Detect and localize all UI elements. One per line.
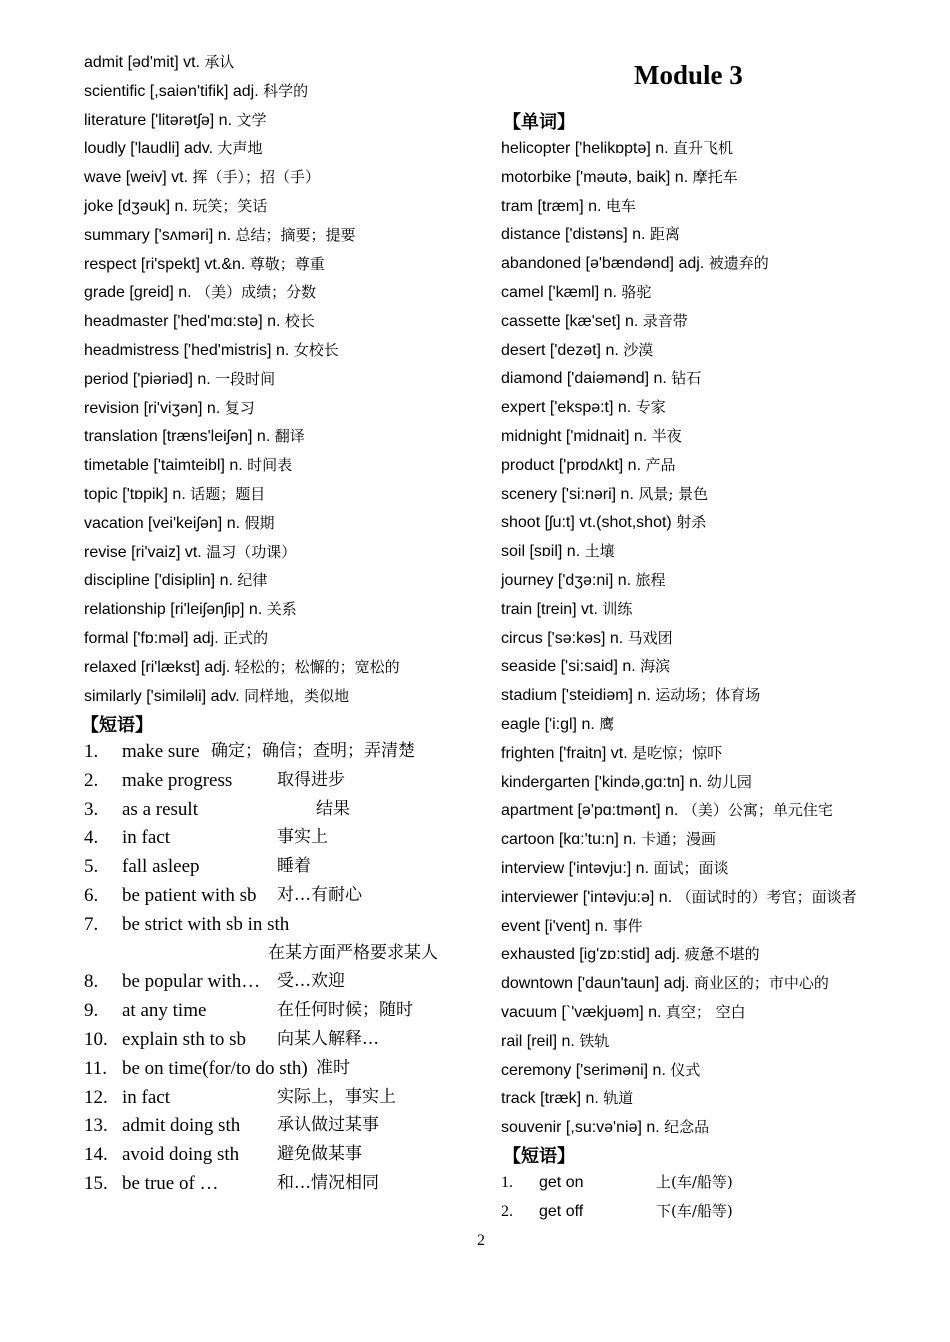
vocab-entry	[84, 682, 349, 711]
vocab-word: product ['prɒdʌkt] n.	[501, 456, 646, 474]
vocab-meaning: 疲惫不堪的	[684, 945, 760, 964]
vocab-word: circus ['sə:kəs] n.	[501, 629, 628, 647]
vocab-meaning: 射杀	[676, 513, 707, 532]
vocab-meaning: 话题；题目	[190, 485, 266, 503]
vocab-entry	[84, 250, 325, 279]
vocab-meaning: 面试；面谈	[653, 859, 729, 877]
vocab-word: scenery ['si:nəri] n.	[501, 485, 639, 503]
vocab-meaning: 正式的	[223, 629, 269, 647]
vocab-word: headmistress ['hed'mistris] n.	[84, 342, 294, 359]
vocab-entry	[84, 134, 263, 163]
page-number: 2	[477, 1232, 485, 1249]
vocab-meaning: （面试时的）考官；面谈者	[676, 887, 857, 906]
phrase-text: in fact	[122, 827, 171, 849]
phrase-number: 15.	[84, 1173, 108, 1194]
vocab-entry	[84, 653, 400, 682]
phrase-number: 2.	[501, 1202, 513, 1220]
vocab-entry	[501, 134, 733, 163]
phrase-meaning: 向某人解释…	[277, 1029, 379, 1049]
vocab-entry	[501, 480, 708, 509]
vocab-word: expert ['ekspə:t] n.	[501, 399, 636, 417]
phrase-number: 9.	[84, 1000, 99, 1022]
vocab-word: souvenir [,su:və'niə] n.	[501, 1119, 665, 1137]
vocab-meaning: 校长	[284, 312, 315, 331]
vocab-entry	[501, 192, 636, 221]
vocab-entry	[501, 278, 651, 307]
vocab-entry	[501, 163, 738, 192]
vocab-meaning: 鹰	[599, 715, 615, 733]
vocab-entry	[501, 422, 682, 451]
vocab-word: stadium ['steidiəm] n.	[501, 687, 656, 705]
vocab-word: similarly ['similəli] adv.	[84, 687, 245, 705]
vocab-entry	[84, 538, 296, 567]
phrase-number: 13.	[84, 1115, 108, 1137]
vocab-entry	[84, 221, 356, 250]
vocab-word: loudly ['laudli] adv.	[84, 140, 218, 158]
vocab-entry	[84, 566, 267, 595]
vocab-entry	[501, 249, 769, 278]
vocab-word: ceremony ['seriməni] n.	[501, 1061, 671, 1079]
vocab-meaning: 科学的	[263, 81, 309, 100]
vocab-entry	[501, 825, 716, 854]
phrase-meaning: 承认做过某事	[277, 1115, 379, 1136]
vocab-word: event [i'vent] n.	[501, 917, 613, 935]
vocab-word: diamond ['daiəmənd] n.	[501, 370, 672, 388]
vocab-word: literature ['litərətʃə] n.	[84, 111, 237, 129]
vocab-meaning: 承认	[204, 53, 235, 71]
vocab-entry	[501, 768, 752, 797]
phrase-meaning: 睡着	[277, 856, 311, 877]
vocab-entry	[501, 796, 833, 825]
vocab-entry	[501, 710, 614, 739]
vocab-entry	[84, 278, 316, 307]
vocab-word: grade [greid] n.	[84, 284, 197, 302]
module-title: Module 3	[634, 60, 743, 90]
phrase-text: get on	[539, 1174, 584, 1191]
vocab-word: interview ['intəvju:] n.	[501, 860, 654, 877]
phrase-number: 1.	[501, 1174, 513, 1191]
vocab-entry	[501, 595, 632, 624]
vocab-word: train [trein] vt.	[501, 600, 603, 618]
phrase-meaning: 事实上	[277, 827, 328, 848]
vocab-meaning: 专家	[635, 398, 666, 417]
vocab-meaning: 旅程	[635, 571, 666, 589]
phrase-meaning: 上(车/船等)	[656, 1173, 733, 1191]
vocab-entry	[501, 336, 653, 365]
vocab-meaning: 沙漠	[623, 340, 654, 359]
vocab-meaning: 运动场；体育场	[655, 686, 761, 705]
vocab-entry	[84, 192, 267, 221]
vocab-word: distance ['distəns] n.	[501, 226, 650, 244]
vocab-entry	[84, 422, 305, 451]
phrase-number: 14.	[84, 1144, 108, 1166]
phrase-meaning: 确定；确信；查明；弄清楚	[211, 741, 415, 761]
vocab-word: rail [reil] n.	[501, 1032, 580, 1050]
vocab-entry	[501, 307, 688, 336]
vocab-entry	[84, 163, 320, 192]
phrase-text: get off	[539, 1202, 584, 1220]
phrase-text: be on time(for/to do sth)	[122, 1057, 308, 1079]
vocab-meaning: 卡通；漫画	[641, 830, 717, 849]
vocab-meaning: （美）成绩；分数	[196, 283, 317, 302]
vocab-entry	[84, 307, 315, 336]
vocab-word: abandoned [ə'bændənd] adj.	[501, 255, 709, 273]
vocab-meaning: 马戏团	[627, 628, 673, 647]
phrase-text: in fact	[122, 1086, 171, 1108]
vocab-word: joke [dʒəuk] n.	[84, 198, 193, 215]
phrase-text: be popular with…	[122, 971, 261, 993]
phrase-number: 10.	[84, 1029, 108, 1050]
vocab-meaning: 是吃惊；惊吓	[632, 743, 723, 762]
vocab-word: revision [ri'viʒən] n.	[84, 399, 225, 417]
phrase-meaning: 结果	[316, 798, 350, 819]
vocab-entry	[501, 220, 680, 249]
vocab-meaning: 训练	[602, 599, 633, 618]
phrases-heading: 【短语】	[81, 715, 153, 736]
vocab-meaning: 大声地	[217, 139, 263, 158]
vocab-entry	[84, 480, 265, 509]
phrase-meaning: 实际上，事实上	[277, 1086, 396, 1107]
vocab-entry	[84, 365, 275, 394]
vocab-entry	[501, 508, 706, 537]
vocab-entry	[84, 106, 266, 135]
vocab-word: downtown ['daun'taun] adj.	[501, 975, 694, 993]
vocab-entry	[84, 624, 268, 653]
vocab-meaning: 尊敬；尊重	[249, 254, 325, 273]
vocab-meaning: 复习	[224, 398, 255, 417]
phrase-text: as a result	[122, 798, 198, 820]
vocab-entry	[84, 595, 297, 624]
vocab-meaning: 骆驼	[621, 283, 652, 301]
vocab-meaning: 直升飞机	[673, 139, 734, 157]
vocab-word: admit [əd'mit] vt.	[84, 54, 205, 71]
phrase-text: avoid doing sth	[122, 1144, 240, 1166]
vocab-entry	[84, 509, 275, 538]
vocab-meaning: 翻译	[274, 427, 305, 446]
vocab-meaning: 距离	[649, 225, 680, 244]
vocab-entry	[501, 364, 701, 393]
vocab-word: formal ['fɒ:məl] adj.	[84, 630, 224, 647]
vocab-word: cassette [kæ'set] n.	[501, 312, 643, 330]
vocab-meaning: 录音带	[642, 311, 688, 330]
vocab-meaning: 钻石	[671, 369, 702, 388]
vocab-word: apartment [ə'pɑ:tmənt] n.	[501, 802, 683, 820]
vocab-entry	[501, 451, 675, 480]
vocab-word: cartoon [kɑ:'tu:n] n.	[501, 831, 642, 849]
vocab-word: helicopter ['helikɒptə] n.	[501, 140, 674, 157]
vocab-meaning: 文学	[236, 110, 267, 129]
vocab-meaning: 女校长	[293, 341, 339, 359]
vocab-entry	[501, 1113, 709, 1142]
phrase-text: make sure	[122, 741, 200, 762]
vocab-entry	[501, 940, 760, 969]
vocab-word: midnight ['midnait] n.	[501, 428, 652, 445]
vocab-meaning: 温习（功课）	[206, 542, 297, 561]
vocab-word: desert ['dezət] n.	[501, 341, 624, 359]
vocab-entry	[84, 394, 255, 423]
vocab-meaning: （美）公寓；单元住宅	[682, 801, 833, 820]
vocab-meaning: 幼儿园	[706, 772, 752, 791]
vocab-meaning: 假期	[244, 513, 275, 532]
vocab-entry	[501, 566, 666, 595]
vocab-meaning: 同样地，类似地	[244, 686, 350, 705]
vocab-word: scientific [,saiən'tifik] adj.	[84, 82, 264, 100]
vocab-entry	[501, 652, 670, 681]
vocab-meaning: 产品	[645, 455, 676, 474]
vocab-entry	[501, 854, 728, 883]
vocab-meaning: 仪式	[670, 1060, 701, 1079]
phrase-meaning: 准时	[316, 1057, 350, 1078]
vocab-word: interviewer ['intəvju:ə] n.	[501, 888, 677, 906]
vocab-word: summary ['sʌməri] n.	[84, 226, 236, 244]
vocab-word: respect [ri'spekt] vt.&n.	[84, 255, 250, 273]
phrase-text: explain sth to sb	[122, 1029, 247, 1050]
phrases-heading: 【短语】	[503, 1146, 575, 1167]
phrase-meaning: 受…欢迎	[277, 971, 345, 992]
vocab-meaning: 电车	[605, 196, 636, 215]
phrase-meaning: 取得进步	[277, 769, 345, 790]
vocab-word: relaxed [ri'lækst] adj.	[84, 658, 235, 676]
vocab-word: frighten ['fraitn] vt.	[501, 744, 633, 762]
phrase-meaning: 和…情况相同	[277, 1173, 379, 1193]
vocab-word: topic ['tɒpik] n.	[84, 486, 191, 503]
vocab-meaning: 玩笑；笑话	[192, 197, 268, 215]
vocab-word: discipline ['disiplin] n.	[84, 572, 238, 590]
phrase-number: 7.	[84, 913, 99, 935]
vocab-word: vacation [vei'keiʃən] n.	[84, 514, 245, 532]
vocab-meaning: 海滨	[640, 657, 671, 676]
phrase-number: 6.	[84, 885, 99, 906]
vocab-meaning: 纪念品	[664, 1118, 710, 1137]
vocab-entry	[501, 537, 615, 566]
phrase-number: 3.	[84, 798, 99, 820]
phrase-text: fall asleep	[122, 856, 200, 878]
vocab-word: motorbike ['məutə, baik] n.	[501, 168, 693, 186]
vocab-word: soil [sɒil] n.	[501, 543, 585, 561]
vocab-meaning: 风景; 景色	[638, 484, 709, 503]
vocab-meaning: 挥（手）；招（手）	[192, 168, 320, 187]
phrase-number: 1.	[84, 741, 99, 762]
phrase-text: be patient with sb	[122, 885, 257, 906]
vocab-entry	[84, 336, 339, 365]
vocab-entry	[501, 1027, 609, 1056]
vocab-entry	[84, 48, 234, 77]
phrase-text: at any time	[122, 1000, 207, 1022]
vocab-word: seaside ['si:said] n.	[501, 658, 641, 676]
vocab-word: headmaster ['hed'mɑ:stə] n.	[84, 313, 285, 331]
vocab-meaning: 商业区的；市中心的	[693, 974, 829, 993]
vocab-word: timetable ['taimteibl] n.	[84, 457, 248, 475]
vocab-word: revise [ri'vaiz] vt.	[84, 543, 207, 561]
phrase-number: 5.	[84, 856, 99, 878]
vocab-word: eagle ['i:gl] n.	[501, 716, 600, 733]
phrase-text: be true of …	[122, 1173, 219, 1194]
vocab-meaning: 轻松的；松懈的；宽松的	[234, 657, 400, 676]
vocab-entry	[501, 624, 673, 653]
vocab-word: kindergarten ['kində,gɑ:tn] n.	[501, 773, 707, 791]
vocab-meaning: 轨道	[603, 1089, 634, 1108]
vocab-meaning: 时间表	[247, 456, 293, 475]
vocab-word: exhausted [ig'zɒ:stid] adj.	[501, 946, 685, 964]
phrase-meaning: 在某方面严格要求某人	[268, 942, 438, 963]
vocab-word: shoot [ʃu:t] vt.(shot,shot)	[501, 514, 677, 532]
vocab-entry	[501, 681, 760, 710]
words-heading: 【单词】	[503, 112, 575, 133]
phrase-text: admit doing sth	[122, 1115, 241, 1137]
vocab-entry	[501, 739, 722, 768]
vocab-word: translation [træns'leiʃən] n.	[84, 428, 275, 446]
vocab-meaning: 关系	[266, 600, 297, 619]
phrase-meaning: 对…有耐心	[277, 885, 362, 905]
vocab-word: tram [træm] n.	[501, 197, 606, 215]
vocab-entry	[501, 912, 643, 941]
vocab-entry	[501, 1084, 633, 1113]
phrase-meaning: 避免做某事	[277, 1144, 362, 1165]
vocab-meaning: 半夜	[651, 427, 682, 445]
vocab-meaning: 一段时间	[215, 369, 276, 388]
vocab-entry	[501, 393, 666, 422]
phrase-meaning: 下(车/船等)	[656, 1201, 733, 1220]
phrase-text: make progress	[122, 769, 233, 791]
vocab-meaning: 真空； 空白	[665, 1003, 746, 1021]
vocab-meaning: 摩托车	[692, 167, 738, 186]
vocab-meaning: 事件	[612, 916, 643, 935]
vocab-entry	[84, 77, 308, 106]
phrase-number: 2.	[84, 769, 99, 791]
vocab-entry	[84, 451, 292, 480]
vocab-entry	[501, 883, 857, 912]
vocab-word: period ['piəriəd] n.	[84, 370, 216, 388]
vocab-word: relationship [ri'leiʃənʃip] n.	[84, 601, 267, 619]
phrase-number: 12.	[84, 1086, 108, 1108]
vocab-word: wave [weiv] vt.	[84, 169, 193, 187]
phrase-number: 8.	[84, 971, 99, 993]
vocab-word: camel ['kæml] n.	[501, 284, 622, 301]
phrase-text: be strict with sb in sth	[122, 913, 290, 935]
vocab-entry	[501, 998, 746, 1027]
vocab-word: vacuum [`'vækjuəm] n.	[501, 1004, 666, 1021]
phrase-meaning: 在任何时候；随时	[277, 1000, 413, 1021]
vocab-meaning: 被遗弃的	[708, 254, 769, 273]
phrase-number: 11.	[84, 1057, 108, 1079]
vocab-meaning: 总结；摘要；提要	[235, 225, 356, 244]
phrase-number: 4.	[84, 827, 99, 849]
vocab-word: journey ['dʒə:ni] n.	[501, 572, 636, 589]
vocab-entry	[501, 969, 829, 998]
vocab-word: track [træk] n.	[501, 1090, 604, 1108]
vocab-meaning: 铁轨	[579, 1031, 610, 1050]
vocab-meaning: 土壤	[584, 542, 615, 561]
vocab-meaning: 纪律	[237, 571, 268, 590]
vocab-entry	[501, 1056, 700, 1085]
